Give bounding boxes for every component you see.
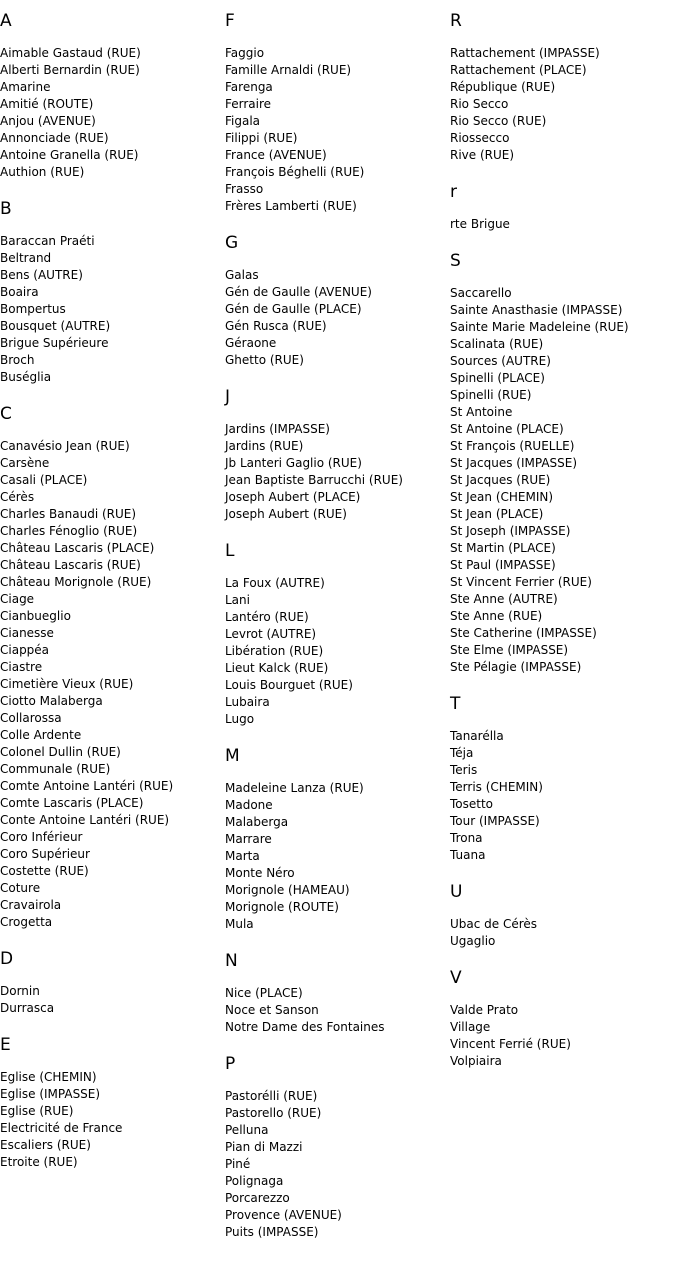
- street-entry: Lani: [225, 593, 250, 607]
- letter-section: [450, 181, 675, 233]
- street-entry: Casali (PLACE): [0, 473, 88, 487]
- street-entry: Coro Supérieur: [0, 847, 90, 861]
- index-column: [0, 10, 225, 1171]
- street-entry: La Foux (AUTRE): [225, 576, 325, 590]
- street-list: [0, 45, 225, 181]
- street-list: [450, 285, 675, 676]
- street-entry: Broch: [0, 353, 35, 367]
- street-entry: Madone: [225, 798, 273, 812]
- street-entry: Riossecco: [450, 131, 510, 145]
- street-entry: Colonel Dullin (RUE): [0, 745, 121, 759]
- street-list: [225, 1088, 450, 1241]
- street-entry: Ciotto Malaberga: [0, 694, 103, 708]
- street-entry: Morignole (HAMEAU): [225, 883, 350, 897]
- street-entry: Gén de Gaulle (PLACE): [225, 302, 362, 316]
- section-letter-heading: A: [0, 11, 12, 31]
- street-entry: Etroite (RUE): [0, 1155, 78, 1169]
- street-list: [0, 438, 225, 931]
- letter-section: [225, 1053, 450, 1241]
- street-list: [225, 267, 450, 369]
- street-list: [450, 728, 675, 864]
- letter-section: [0, 948, 225, 1017]
- letter-section: [225, 745, 450, 933]
- street-entry: Château Lascaris (PLACE): [0, 541, 155, 555]
- street-entry: St Antoine: [450, 405, 513, 419]
- street-entry: Comte Lascaris (PLACE): [0, 796, 144, 810]
- street-entry: Rive (RUE): [450, 148, 515, 162]
- street-entry: St Antoine (PLACE): [450, 422, 564, 436]
- street-entry: Boaira: [0, 285, 39, 299]
- section-letter-heading: T: [450, 694, 461, 714]
- street-entry: Ferraire: [225, 97, 272, 111]
- street-list: [0, 983, 225, 1017]
- section-letter-heading: U: [450, 882, 463, 902]
- section-letter-heading: C: [0, 404, 12, 424]
- street-entry: Annonciade (RUE): [0, 131, 109, 145]
- street-entry: Charles Fénoglio (RUE): [0, 524, 138, 538]
- street-entry: Tosetto: [450, 797, 494, 811]
- street-entry: Ste Catherine (IMPASSE): [450, 626, 597, 640]
- street-entry: Valde Prato: [450, 1003, 519, 1017]
- street-entry: Louis Bourguet (RUE): [225, 678, 353, 692]
- street-entry: Puits (IMPASSE): [225, 1225, 319, 1239]
- letter-section: [225, 540, 450, 728]
- street-entry: Bens (AUTRE): [0, 268, 83, 282]
- street-entry: Trona: [450, 831, 483, 845]
- street-entry: Ste Anne (RUE): [450, 609, 543, 623]
- street-entry: Saccarello: [450, 286, 512, 300]
- street-entry: St Jacques (IMPASSE): [450, 456, 578, 470]
- street-entry: Amitié (ROUTE): [0, 97, 94, 111]
- street-list: [225, 985, 450, 1036]
- section-letter-heading: B: [0, 199, 12, 219]
- street-entry: Farenga: [225, 80, 273, 94]
- index-column: [225, 10, 450, 1241]
- street-entry: Vincent Ferrié (RUE): [450, 1037, 571, 1051]
- street-list: [225, 780, 450, 933]
- street-entry: Nice (PLACE): [225, 986, 303, 1000]
- street-entry: Joseph Aubert (RUE): [225, 507, 347, 521]
- letter-section: [225, 950, 450, 1036]
- street-entry: Conte Antoine Lantéri (RUE): [0, 813, 170, 827]
- street-entry: Cravairola: [0, 898, 62, 912]
- street-entry: Sainte Marie Madeleine (RUE): [450, 320, 629, 334]
- street-entry: Jb Lanteri Gaglio (RUE): [225, 456, 362, 470]
- letter-section: [450, 967, 675, 1070]
- street-entry: Volpiaira: [450, 1054, 502, 1068]
- street-list: [450, 45, 675, 164]
- street-entry: Cimetière Vieux (RUE): [0, 677, 134, 691]
- street-list: [0, 1069, 225, 1171]
- street-entry: Terris (CHEMIN): [450, 780, 543, 794]
- street-entry: Teris: [450, 763, 478, 777]
- street-list: [450, 916, 675, 950]
- street-list: [225, 575, 450, 728]
- street-entry: St Martin (PLACE): [450, 541, 556, 555]
- street-entry: Géraone: [225, 336, 277, 350]
- street-entry: Ghetto (RUE): [225, 353, 304, 367]
- street-entry: Coture: [0, 881, 41, 895]
- street-entry: Château Morignole (RUE): [0, 575, 152, 589]
- street-entry: Buséglia: [0, 370, 52, 384]
- street-entry: Figala: [225, 114, 261, 128]
- street-entry: Frasso: [225, 182, 264, 196]
- street-entry: Polignaga: [225, 1174, 284, 1188]
- street-entry: Lantéro (RUE): [225, 610, 309, 624]
- letter-section: [0, 403, 225, 931]
- street-entry: Ste Elme (IMPASSE): [450, 643, 569, 657]
- street-entry: Charles Banaudi (RUE): [0, 507, 137, 521]
- section-letter-heading: L: [225, 541, 235, 561]
- street-entry: Colle Ardente: [0, 728, 82, 742]
- street-list: [225, 421, 450, 523]
- section-letter-heading: V: [450, 968, 462, 988]
- street-entry: Bompertus: [0, 302, 66, 316]
- street-entry: Baraccan Praéti: [0, 234, 95, 248]
- street-entry: St François (RUELLE): [450, 439, 575, 453]
- street-entry: Marrare: [225, 832, 272, 846]
- letter-section: [450, 250, 675, 676]
- street-entry: Lubaira: [225, 695, 270, 709]
- street-entry: Lieut Kalck (RUE): [225, 661, 329, 675]
- street-entry: Durrasca: [0, 1001, 55, 1015]
- letter-section: [450, 693, 675, 864]
- street-entry: Provence (AVENUE): [225, 1208, 342, 1222]
- street-entry: Antoine Granella (RUE): [0, 148, 139, 162]
- street-entry: Dornin: [0, 984, 40, 998]
- street-entry: Communale (RUE): [0, 762, 111, 776]
- street-entry: Porcarezzo: [225, 1191, 290, 1205]
- street-entry: Electricité de France: [0, 1121, 123, 1135]
- letter-section: [225, 386, 450, 523]
- street-entry: Coro Inférieur: [0, 830, 83, 844]
- street-entry: Tanarélla: [450, 729, 504, 743]
- letter-section: [0, 198, 225, 386]
- street-entry: Eglise (CHEMIN): [0, 1070, 97, 1084]
- section-letter-heading: F: [225, 11, 235, 31]
- street-entry: République (RUE): [450, 80, 556, 94]
- street-entry: Ugaglio: [450, 934, 496, 948]
- street-entry: Ciastre: [0, 660, 43, 674]
- street-entry: Rattachement (IMPASSE): [450, 46, 600, 60]
- index-column: [450, 10, 675, 1070]
- street-entry: Eglise (RUE): [0, 1104, 74, 1118]
- letter-section: [450, 881, 675, 950]
- street-entry: Cérès: [0, 490, 35, 504]
- street-entry: Ciage: [0, 592, 35, 606]
- street-entry: Rio Secco: [450, 97, 509, 111]
- street-entry: rte Brigue: [450, 217, 510, 231]
- street-entry: France (AVENUE): [225, 148, 327, 162]
- street-entry: Tour (IMPASSE): [450, 814, 540, 828]
- street-entry: Morignole (ROUTE): [225, 900, 339, 914]
- letter-section: [225, 10, 450, 215]
- street-entry: Aimable Gastaud (RUE): [0, 46, 141, 60]
- street-entry: St Paul (IMPASSE): [450, 558, 556, 572]
- street-entry: Pelluna: [225, 1123, 269, 1137]
- street-entry: Comte Antoine Lantéri (RUE): [0, 779, 174, 793]
- street-entry: St Jean (CHEMIN): [450, 490, 554, 504]
- section-letter-heading: E: [0, 1035, 11, 1055]
- street-entry: Notre Dame des Fontaines: [225, 1020, 385, 1034]
- street-entry: Ste Pélagie (IMPASSE): [450, 660, 582, 674]
- street-entry: St Jacques (RUE): [450, 473, 551, 487]
- street-entry: Jardins (IMPASSE): [225, 422, 330, 436]
- street-entry: Alberti Bernardin (RUE): [0, 63, 140, 77]
- street-entry: Marta: [225, 849, 260, 863]
- street-entry: Noce et Sanson: [225, 1003, 319, 1017]
- section-letter-heading: G: [225, 233, 239, 253]
- street-entry: Frères Lamberti (RUE): [225, 199, 357, 213]
- street-entry: St Vincent Ferrier (RUE): [450, 575, 592, 589]
- street-entry: Gén de Gaulle (AVENUE): [225, 285, 372, 299]
- street-entry: Anjou (AVENUE): [0, 114, 96, 128]
- letter-section: [450, 10, 675, 164]
- street-entry: Ste Anne (AUTRE): [450, 592, 558, 606]
- street-entry: Canavésio Jean (RUE): [0, 439, 130, 453]
- street-entry: Eglise (IMPASSE): [0, 1087, 101, 1101]
- street-entry: Escaliers (RUE): [0, 1138, 91, 1152]
- street-entry: Ciappéa: [0, 643, 50, 657]
- street-entry: St Joseph (IMPASSE): [450, 524, 571, 538]
- street-entry: Château Lascaris (RUE): [0, 558, 141, 572]
- section-letter-heading: P: [225, 1054, 236, 1074]
- street-entry: Piné: [225, 1157, 251, 1171]
- street-entry: Village: [450, 1020, 491, 1034]
- section-letter-heading: N: [225, 951, 238, 971]
- street-entry: Gén Rusca (RUE): [225, 319, 327, 333]
- street-entry: Cianbueglio: [0, 609, 71, 623]
- street-entry: Rattachement (PLACE): [450, 63, 587, 77]
- street-list: [225, 45, 450, 215]
- street-entry: Carsène: [0, 456, 50, 470]
- street-entry: François Béghelli (RUE): [225, 165, 365, 179]
- street-entry: Malaberga: [225, 815, 289, 829]
- street-entry: Scalinata (RUE): [450, 337, 544, 351]
- street-entry: Monte Néro: [225, 866, 295, 880]
- street-entry: Rio Secco (RUE): [450, 114, 547, 128]
- street-entry: Spinelli (PLACE): [450, 371, 545, 385]
- street-entry: St Jean (PLACE): [450, 507, 544, 521]
- street-entry: Brigue Supérieure: [0, 336, 109, 350]
- street-entry: Madeleine Lanza (RUE): [225, 781, 364, 795]
- section-letter-heading: r: [450, 182, 457, 202]
- street-entry: Bousquet (AUTRE): [0, 319, 111, 333]
- street-entry: Faggio: [225, 46, 265, 60]
- street-entry: Mula: [225, 917, 254, 931]
- street-entry: Costette (RUE): [0, 864, 89, 878]
- letter-section: [0, 10, 225, 181]
- street-list: [450, 216, 675, 233]
- street-entry: Amarine: [0, 80, 51, 94]
- street-entry: Spinelli (RUE): [450, 388, 532, 402]
- street-entry: Jardins (RUE): [225, 439, 304, 453]
- street-entry: Jean Baptiste Barrucchi (RUE): [225, 473, 403, 487]
- street-entry: Tuana: [450, 848, 486, 862]
- street-entry: Sainte Anasthasie (IMPASSE): [450, 303, 623, 317]
- street-list: [450, 1002, 675, 1070]
- street-entry: Famille Arnaldi (RUE): [225, 63, 352, 77]
- street-entry: Lugo: [225, 712, 255, 726]
- street-entry: Beltrand: [0, 251, 52, 265]
- letter-section: [0, 1034, 225, 1171]
- street-entry: Pastorélli (RUE): [225, 1089, 318, 1103]
- street-entry: Authion (RUE): [0, 165, 85, 179]
- street-entry: Levrot (AUTRE): [225, 627, 317, 641]
- street-entry: Collarossa: [0, 711, 62, 725]
- section-letter-heading: M: [225, 746, 240, 766]
- street-entry: Crogetta: [0, 915, 53, 929]
- street-entry: Téja: [450, 746, 474, 760]
- street-entry: Cianesse: [0, 626, 54, 640]
- street-entry: Joseph Aubert (PLACE): [225, 490, 361, 504]
- street-entry: Filippi (RUE): [225, 131, 298, 145]
- street-entry: Galas: [225, 268, 259, 282]
- section-letter-heading: S: [450, 251, 461, 271]
- street-entry: Pastorello (RUE): [225, 1106, 322, 1120]
- section-letter-heading: D: [0, 949, 14, 969]
- section-letter-heading: J: [225, 387, 231, 407]
- street-entry: Pian di Mazzi: [225, 1140, 303, 1154]
- street-entry: Sources (AUTRE): [450, 354, 551, 368]
- street-entry: Libération (RUE): [225, 644, 324, 658]
- letter-section: [225, 232, 450, 369]
- street-list: [0, 233, 225, 386]
- street-entry: Ubac de Cérès: [450, 917, 538, 931]
- section-letter-heading: R: [450, 11, 462, 31]
